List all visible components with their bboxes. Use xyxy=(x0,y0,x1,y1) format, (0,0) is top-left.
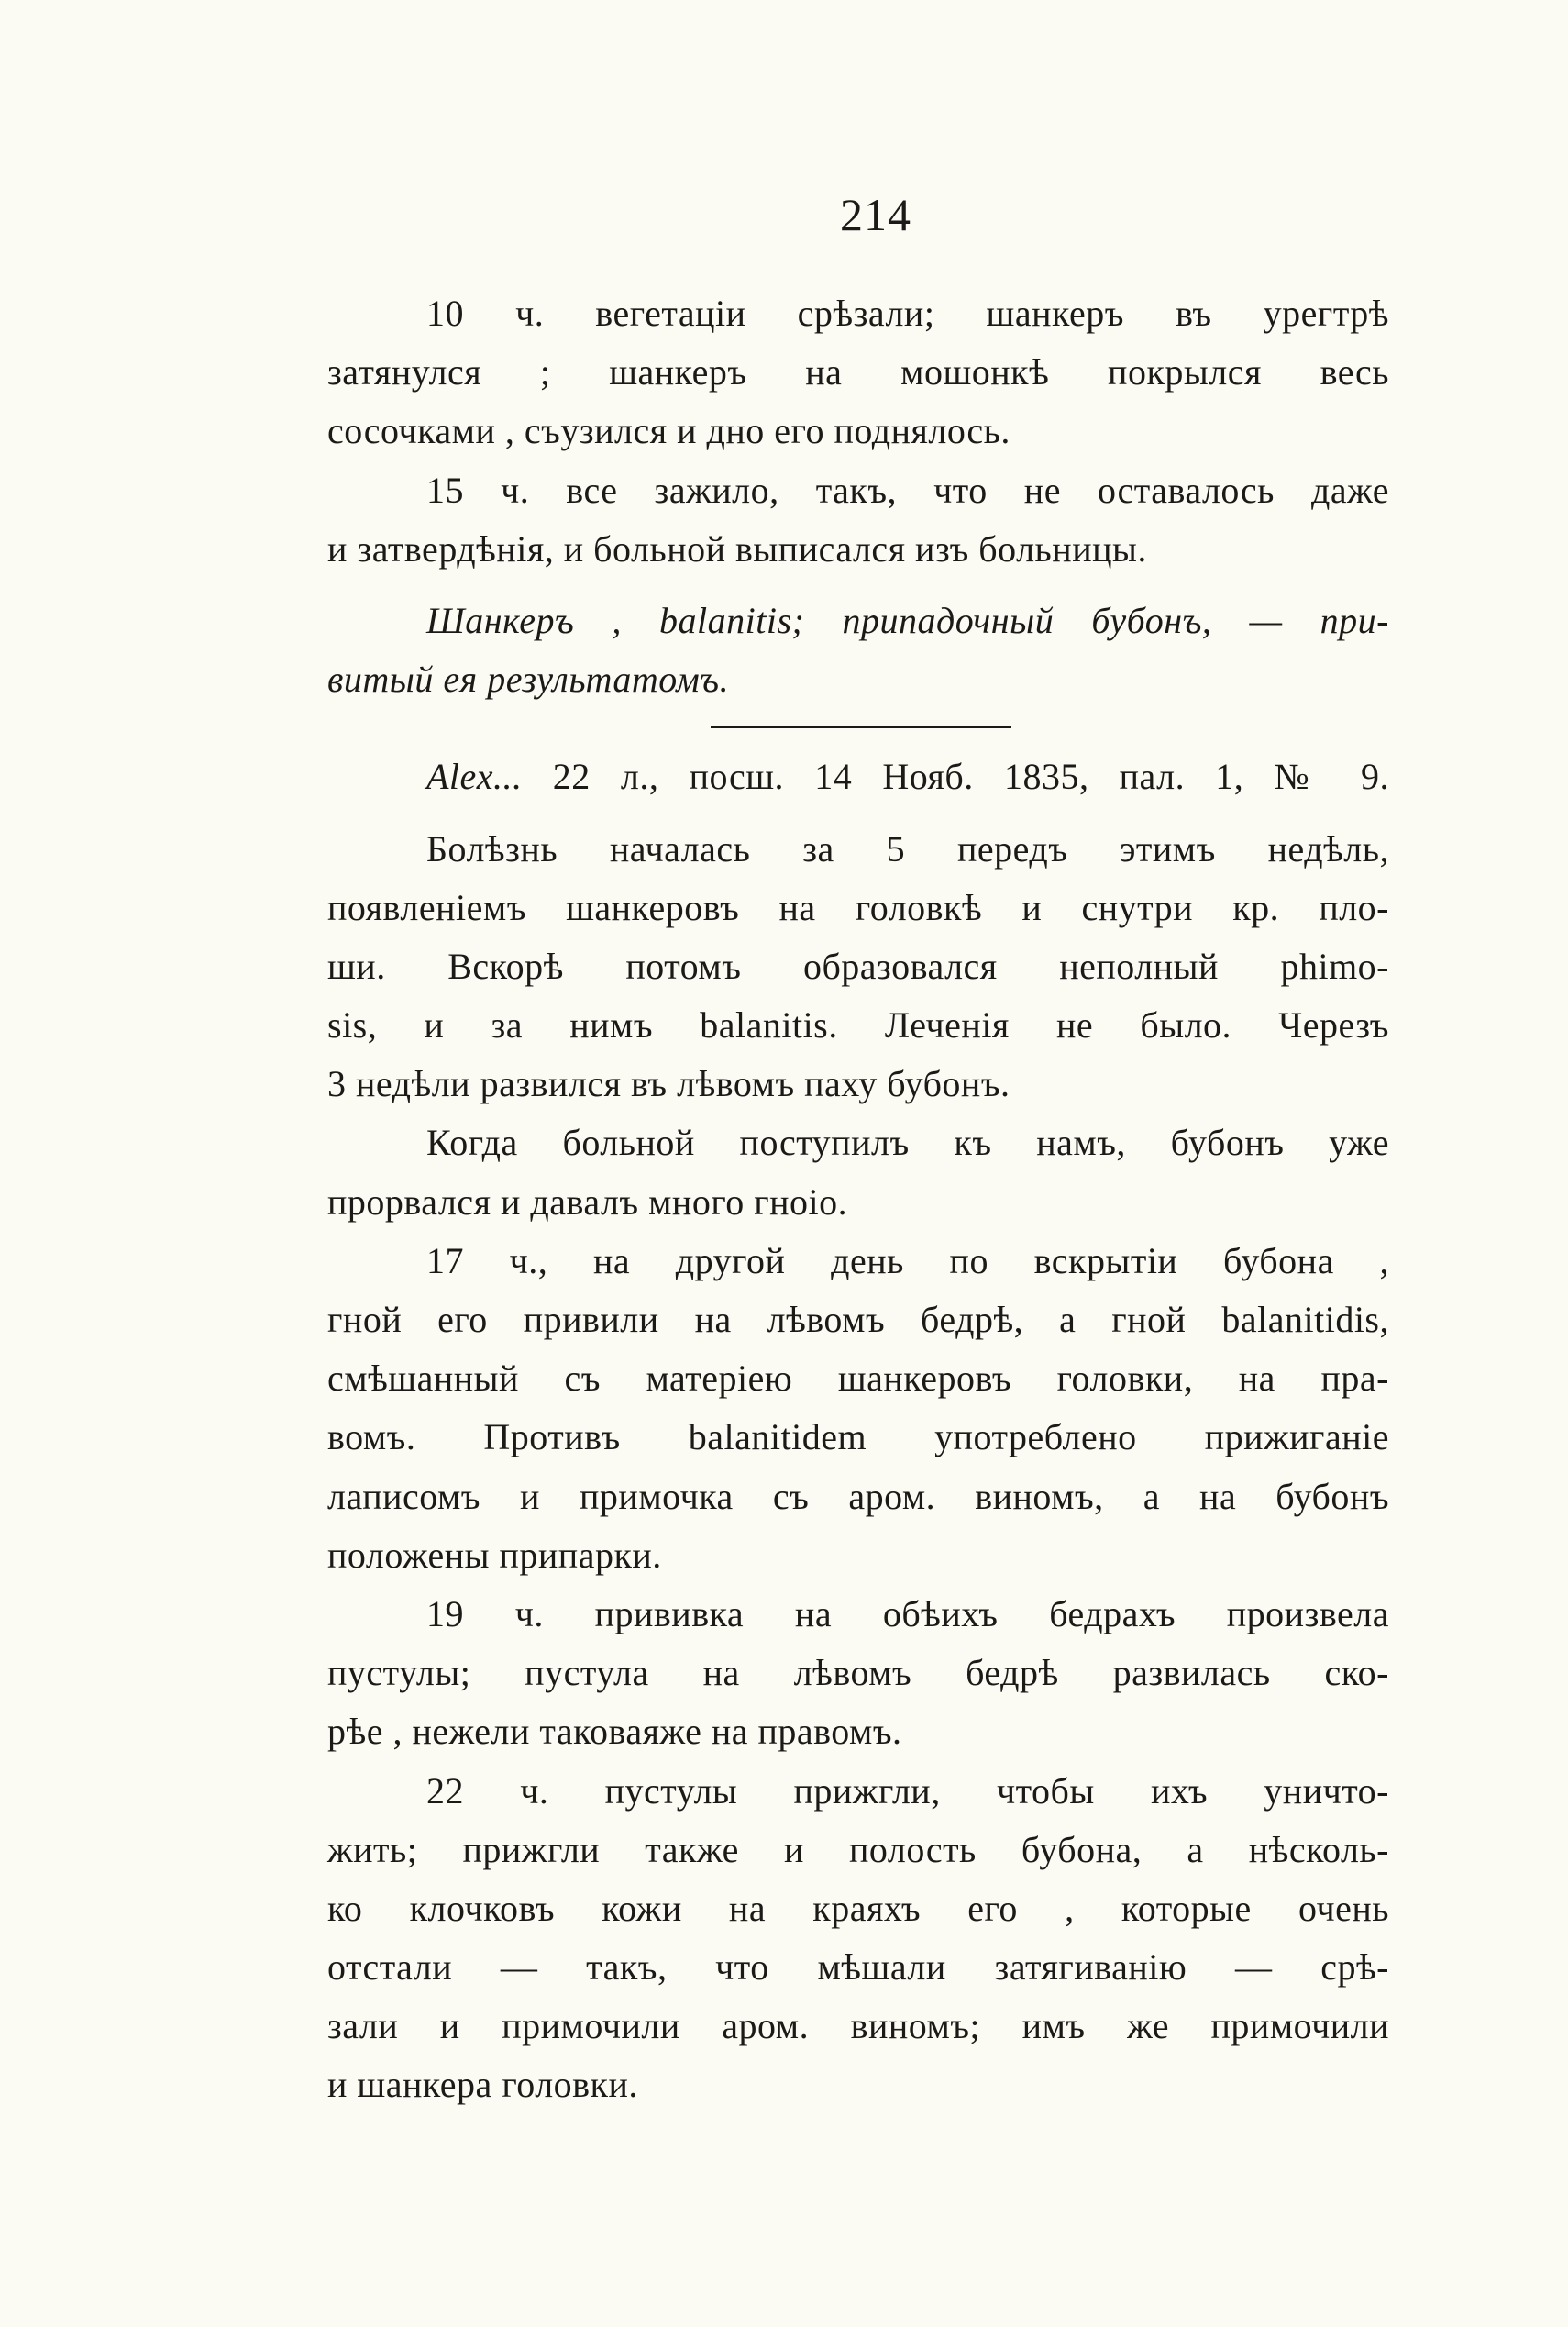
section-divider xyxy=(711,726,1011,728)
text-line: sis, и за нимъ balanitis. Леченія не было. Черезъ xyxy=(327,1004,1389,1047)
text-line: лаписомъ и примочка съ аром. виномъ, а на бубонъ xyxy=(327,1475,1389,1517)
text-line: отстали — такъ, что мѣшали затягиванію — срѣ- xyxy=(327,1946,1389,1989)
text-line: сосочками , съузился и дно его поднялось. xyxy=(327,410,1010,452)
text-line: 15 ч. все зажило, такъ, что не оставалось даже xyxy=(426,469,1389,511)
text-line: прорвался и давалъ много гноіо. xyxy=(327,1180,848,1223)
text-line: появленіемъ шанкеровъ на головкѣ и снутри кр. пло- xyxy=(327,886,1389,928)
text-line: Когда больной поступилъ къ намъ, бубонъ уже xyxy=(426,1122,1389,1164)
text-line: и шанкера головки. xyxy=(327,2064,638,2106)
text-line: 3 недѣли развился въ лѣвомъ паху бубонъ. xyxy=(327,1063,1010,1105)
text-line: ко клочковъ кожи на краяхъ его , которые очень xyxy=(327,1887,1389,1929)
text-line: 22 ч. пустулы прижгли, чтобы ихъ уничто- xyxy=(426,1769,1389,1812)
text-line: и затвердѣнія, и больной выписался изъ больницы. xyxy=(327,527,1147,570)
page-number: 214 xyxy=(840,189,911,240)
section-heading-line: Шанкеръ , balanitis; припадочный бубонъ, — при- xyxy=(426,599,1389,641)
case-header xyxy=(327,748,1389,806)
case-name: Alex... xyxy=(426,756,523,798)
text-block xyxy=(327,284,1389,2115)
text-line: затянулся ; шанкеръ на мошонкѣ покрылся весь xyxy=(327,351,1389,393)
text-line: вомъ. Противъ balanitidem употреблено прижиганіе xyxy=(327,1416,1389,1458)
text-line: 19 ч. прививка на обѣихъ бедрахъ произвела xyxy=(426,1592,1389,1634)
text-line: Болѣзнь началась за 5 передъ этимъ недѣль, xyxy=(426,827,1389,870)
text-line: положены припарки. xyxy=(327,1534,662,1576)
text-line: гной его привили на лѣвомъ бедрѣ, а гной balanitidis, xyxy=(327,1299,1389,1340)
section-divider-wrap xyxy=(327,709,1389,748)
section-heading-line: витый ея результатомъ. xyxy=(327,659,730,701)
text-line: смѣшанный съ матеріею шанкеровъ головки, на пра- xyxy=(327,1357,1389,1400)
text-line: 17 ч., на другой день по вскрытіи бубона , xyxy=(426,1239,1389,1281)
text-line: ши. Вскорѣ потомъ образовался неполный phimo- xyxy=(327,945,1389,987)
text-line: жить; прижгли также и полость бубона, а нѣсколь- xyxy=(327,1828,1389,1870)
text-line: зали и примочили аром. виномъ; имъ же примочили xyxy=(327,2005,1389,2047)
text-line: рѣе , нежели таковаяже на правомъ. xyxy=(327,1711,902,1753)
case-details: 22 л., посш. 14 Нояб. 1835, пал. 1, № 9. xyxy=(552,756,1389,798)
text-line: 10 ч. вегетаціи срѣзали; шанкеръ въ урегтрѣ xyxy=(426,293,1389,334)
text-line: пустулы; пустула на лѣвомъ бедрѣ развилась ско- xyxy=(327,1652,1389,1694)
